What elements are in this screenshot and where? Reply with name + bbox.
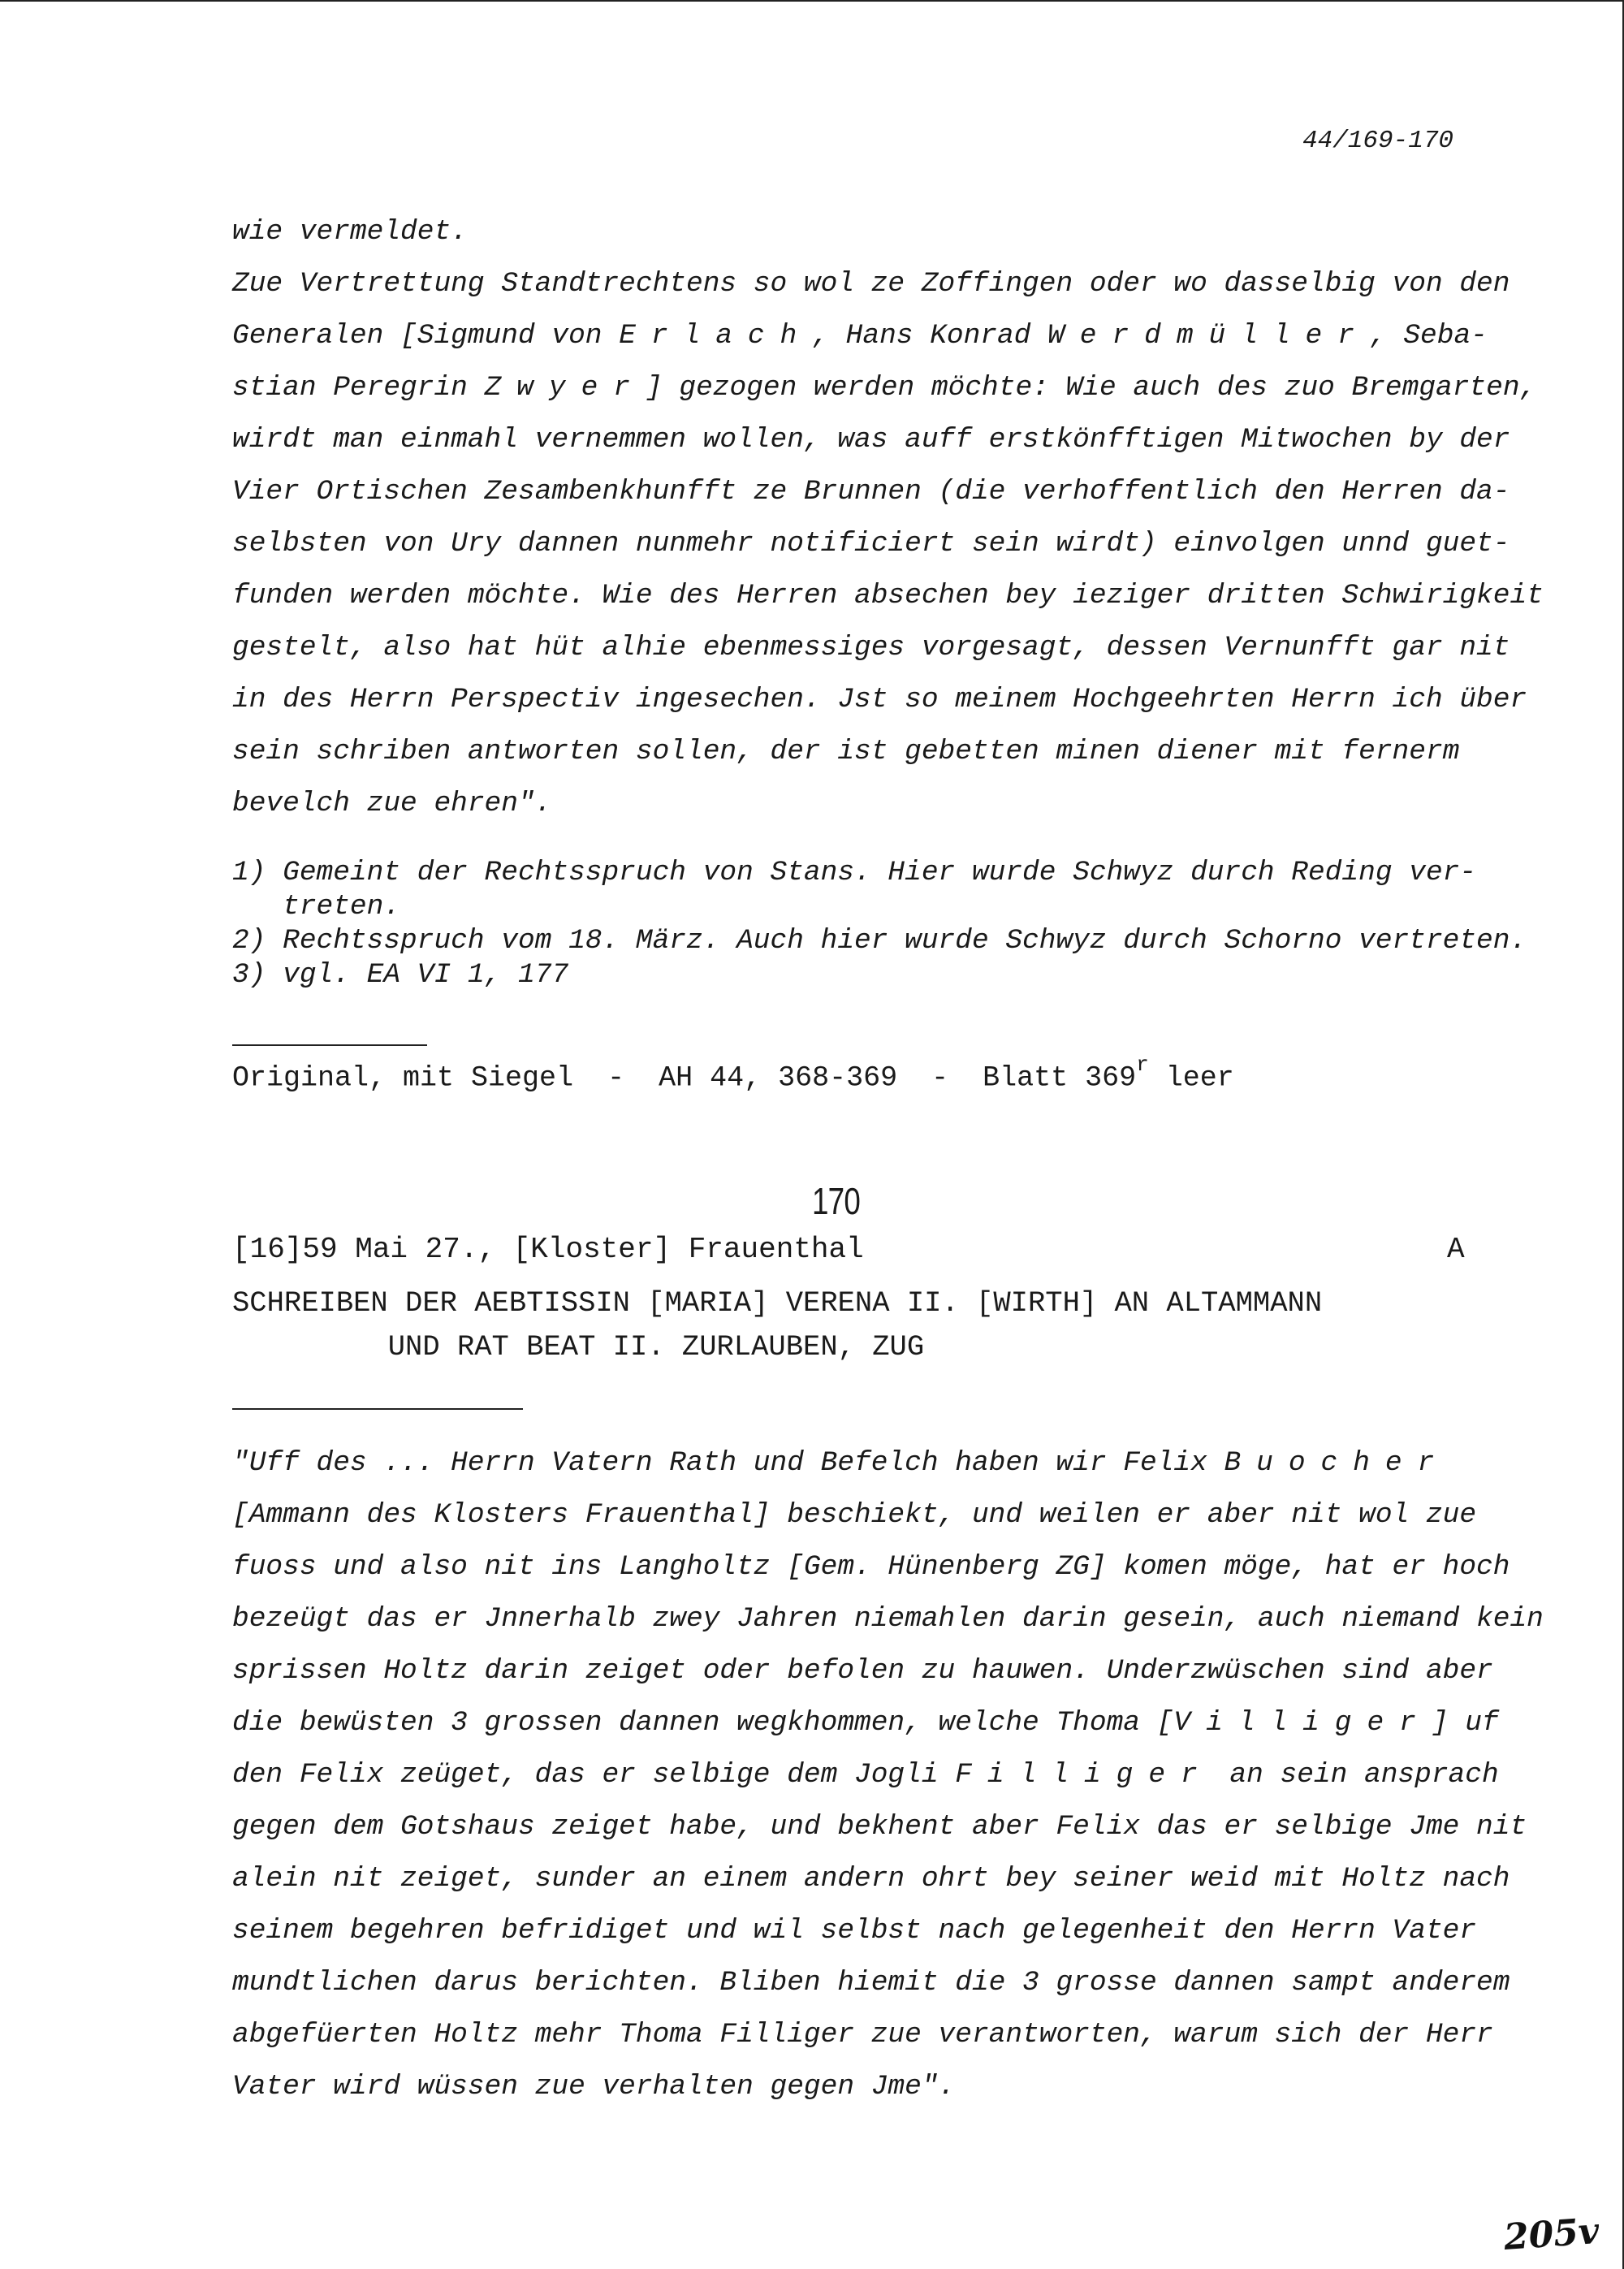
- page-reference: 44/169-170: [1302, 127, 1454, 155]
- text-line: sprissen Holtz darin zeiget oder befolen zu hauwen. Underzwüschen sind aber: [232, 1655, 1493, 1687]
- text-line: gestelt, also hat hüt alhie ebenmessiges vorgesagt, dessen Vernunfft gar nit: [232, 632, 1510, 663]
- spaced-name: Buocher: [1224, 1447, 1450, 1479]
- text-line: seinem begehren befridiget und wil selbst nach gelegenheit den Herrn Vater: [232, 1915, 1477, 1947]
- text-line: ] uf: [1431, 1707, 1499, 1739]
- spaced-name: Werdmüller: [1047, 320, 1370, 352]
- footnotes: [232, 856, 1527, 992]
- text-line: stian Peregrin: [232, 372, 485, 404]
- document-heading: [232, 1281, 1499, 1369]
- heading-line: UND RAT BEAT II. ZURLAUBEN, ZUG: [232, 1330, 925, 1364]
- category-letter: A: [1447, 1233, 1465, 1266]
- text-line: abgefüerten Holtz mehr Thoma Filliger zue verantworten, warum sich der Herr: [232, 2019, 1493, 2051]
- text-line: , Seba-: [1369, 320, 1488, 352]
- text-line: den Felix zeüget, das er selbige dem Jogli: [232, 1759, 956, 1791]
- footnote: 2) Rechtsspruch vom 18. März. Auch hier wurde Schwyz durch Schorno vertreten.: [232, 925, 1527, 957]
- text-line: selbsten von Ury dannen nunmehr notificiert sein wirdt) einvolgen unnd guet-: [232, 528, 1510, 560]
- text-line: sein schriben antworten sollen, der ist gebetten minen diener mit fernerm: [232, 736, 1460, 767]
- text-line: bezeügt das er Jnnerhalb zwey Jahren niemahlen darin gesein, auch niemand kein: [232, 1603, 1544, 1635]
- text-line: [Ammann des Klosters Frauenthal] beschiekt, und weilen er aber nit wol zue: [232, 1499, 1477, 1531]
- text-line: alein nit zeiget, sunder an einem andern ohrt bey seiner weid mit Holtz nach: [232, 1863, 1510, 1895]
- text-line: wirdt man einmahl vernemmen wollen, was auff erstkönfftigen Mitwochen by der: [232, 424, 1510, 456]
- text-line: die bewüsten 3 grossen dannen wegkhommen, welche Thoma [: [232, 1707, 1174, 1739]
- source-note-superscript: r: [1136, 1052, 1149, 1077]
- text-line: wie vermeldet.: [232, 216, 468, 248]
- spaced-name: Filliger: [955, 1759, 1213, 1791]
- spaced-name: Zwyer: [484, 372, 646, 404]
- footnote: treten.: [232, 891, 401, 923]
- letter-170-text: [232, 1437, 1544, 2113]
- text-line: in des Herrn Perspectiv ingesechen. Jst so meinem Hochgeehrten Herrn ich über: [232, 684, 1527, 715]
- footnote: 3) vgl. EA VI 1, 177: [232, 959, 569, 991]
- text-line: bevelch zue ehren".: [232, 788, 552, 819]
- dateline: [16]59 Mai 27., [Kloster] Frauenthal: [232, 1233, 864, 1266]
- text-line: Vater wird wüssen zue verhalten gegen Jme".: [232, 2071, 956, 2103]
- source-note-text: Original, mit Siegel - AH 44, 368-369 - Blatt 369: [232, 1061, 1137, 1095]
- text-line: Vier Ortischen Zesambenkhunfft ze Brunnen (die verhoffentlich den Herren da-: [232, 476, 1510, 508]
- text-line: Zue Vertrettung Standtrechtens so wol ze Zoffingen oder wo dasselbig von den: [232, 268, 1510, 300]
- text-line: funden werden möchte. Wie des Herren absechen bey ieziger dritten Schwirigkeit: [232, 580, 1544, 612]
- text-line: Generalen [Sigmund von: [232, 320, 620, 352]
- source-note: [232, 1052, 1234, 1095]
- divider: [232, 1408, 523, 1410]
- text-line: mundtlichen darus berichten. Bliben hiemit die 3 grosse dannen sampt anderem: [232, 1967, 1510, 1999]
- handwritten-folio-mark: 205v: [1502, 2210, 1601, 2259]
- footnote: 1) Gemeint der Rechtsspruch von Stans. Hier wurde Schwyz durch Reding ver-: [232, 857, 1477, 888]
- text-line: ] gezogen werden möchte: Wie auch des zuo Bremgarten,: [645, 372, 1537, 404]
- text-line: gegen dem Gotshaus zeiget habe, und bekhent aber Felix das er selbige Jme nit: [232, 1811, 1527, 1843]
- text-line: "Uff des ... Herrn Vatern Rath und Befelch haben wir Felix: [232, 1447, 1224, 1479]
- letter-169-text: [232, 206, 1544, 830]
- text-line: fuoss und also nit ins Langholtz [Gem. Hünenberg ZG] komen möge, hat er hoch: [232, 1551, 1510, 1583]
- document-number: 170: [812, 1180, 860, 1222]
- spaced-name: Erlach: [619, 320, 813, 352]
- divider: [232, 1044, 427, 1046]
- source-note-suffix: leer: [1148, 1061, 1234, 1095]
- heading-line: SCHREIBEN DER AEBTISSIN [MARIA] VERENA II. [WIRTH] AN ALTAMMANN: [232, 1286, 1323, 1320]
- text-line: an sein ansprach: [1212, 1759, 1499, 1791]
- text-line: , Hans Konrad: [812, 320, 1048, 352]
- spaced-name: Villiger: [1173, 1707, 1432, 1739]
